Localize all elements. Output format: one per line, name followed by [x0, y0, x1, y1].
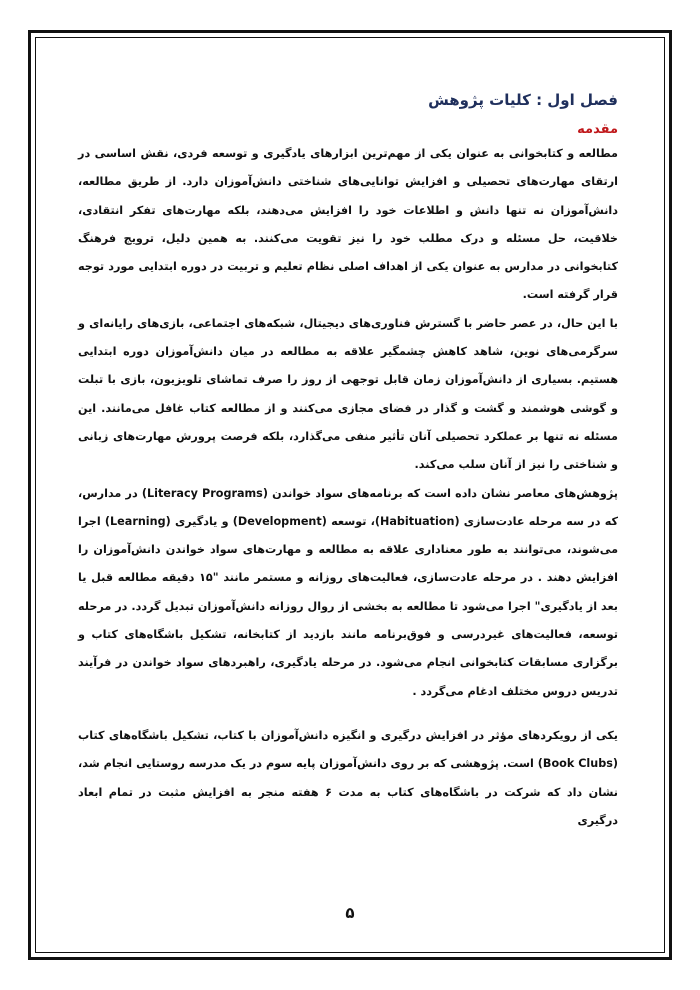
paragraph-4: یکی از رویکردهای مؤثر در افزایش درگیری و انگیزه دانش‌آموزان با کتاب، تشکیل باشگاه‌های کتاب (Book Clubs) است. پژوهشی که بر روی دانش‌آموزان پایه سوم در یک مدرسه روستایی انجام شد، نشان داد که شرکت در باشگاه‌های کتاب به مدت ۶ هفته منجر به افزایش مثبت در تمام ابعاد درگیری [78, 728, 618, 827]
page-number: ۵ [345, 904, 355, 922]
paragraph-2: با این حال، در عصر حاضر با گسترش فناوری‌های دیجیتال، شبکه‌های اجتماعی، بازی‌های رایانه‌ای و سرگرمی‌های نوین، شاهد کاهش چشمگیر علاقه به مطالعه در میان دانش‌آموزان دوره ابتدایی هستیم. بسیاری از دانش‌آموزان زمان قابل توجهی از روز را صرف تماشای تلویزیون، بازی با تبلت و گوشی هوشمند و گشت و گذار در فضای مجازی می‌کنند و از مطالعه کتاب غافل می‌مانند. این مسئله نه تنها بر عملکرد تحصیلی آنان تأثیر منفی می‌گذارد، بلکه فرصت پرورش مهارت‌های زبانی و شناختی را نیز از آنان سلب می‌کند. [78, 316, 618, 472]
paragraph-3: پژوهش‌های معاصر نشان داده است که برنامه‌های سواد خواندن (Literacy Programs) در مدارس، که در سه مرحله عادت‌سازی (Habituation)، توسعه (Development) و یادگیری (Learning) اجرا می‌شوند، می‌توانند به طور معناداری علاقه به مطالعه و مهارت‌های سواد خواندن دانش‌آموزان را افزایش دهند . در مرحله عادت‌سازی، فعالیت‌های روزانه و مستمر مانند "۱۵ دقیقه مطالعه قبل یا بعد از یادگیری" اجرا می‌شود تا مطالعه به بخشی از روال روزانه دانش‌آموزان تبدیل گردد. در مرحله توسعه، فعالیت‌های غیردرسی و فوق‌برنامه مانند بازدید از کتابخانه، تشکیل باشگاه‌های کتاب و برگزاری مسابقات کتابخوانی انجام می‌شود. در مرحله یادگیری، راهبردهای سواد خواندن در فرآیند تدریس دروس مختلف ادغام می‌گردد . [78, 486, 618, 698]
paragraph-1: مطالعه و کتابخوانی به عنوان یکی از مهم‌ترین ابزارهای یادگیری و توسعه فردی، نقش اساسی در ارتقای مهارت‌های تحصیلی و افزایش توانایی‌های شناختی دانش‌آموزان دارد. از طریق مطالعه، دانش‌آموزان نه تنها دانش و اطلاعات خود را افزایش می‌دهند، بلکه مهارت‌های تفکر انتقادی، خلاقیت، حل مسئله و درک مطلب خود را نیز تقویت می‌کنند. به همین دلیل، ترویج فرهنگ کتابخوانی در مدارس به عنوان یکی از اهداف اصلی نظام تعلیم و تربیت در دوره ابتدایی مورد توجه قرار گرفته است. [78, 147, 618, 302]
page-content [78, 88, 618, 835]
section-heading: مقدمه [577, 122, 618, 137]
chapter-title: فصل اول : کلیات پژوهش [428, 91, 618, 109]
